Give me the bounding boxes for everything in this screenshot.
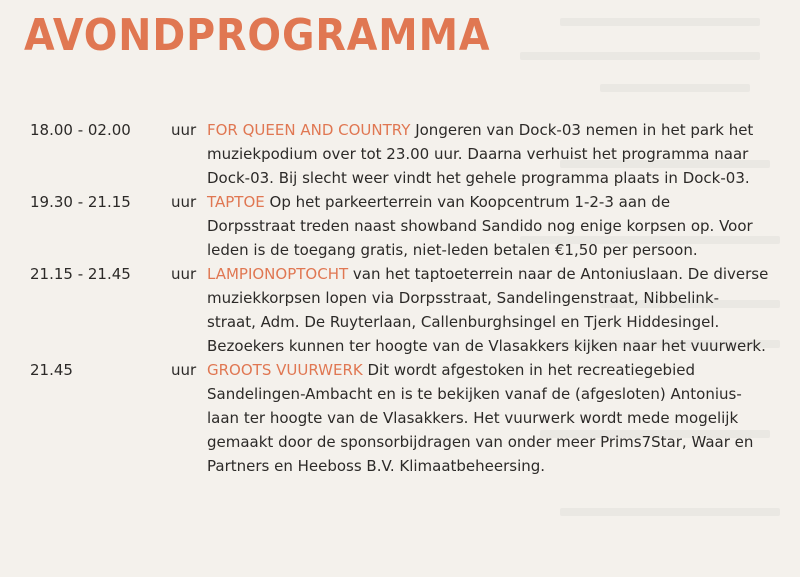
time-unit: uur <box>171 121 197 139</box>
program-entry <box>0 262 800 358</box>
description-text: Jongeren van Dock-03 nemen in het park het <box>410 121 754 139</box>
description-line: Sandelingen-Ambacht en is te bekijken vanaf de (afgesloten) Antonius- <box>207 385 742 403</box>
description-text: Dit wordt afgestoken in het recreatiegebied <box>362 361 695 379</box>
description-line: gemaakt door de sponsorbijdragen van onder meer Prims7Star, Waar en <box>207 433 754 451</box>
entry-heading: LAMPIONOPTOCHT <box>207 265 349 283</box>
program-entry <box>0 190 800 262</box>
entry-description <box>207 262 782 358</box>
description-line <box>207 118 782 142</box>
time-unit: uur <box>171 361 197 379</box>
description-line: Partners en Heeboss B.V. Klimaatbeheersing. <box>207 457 546 475</box>
entry-time <box>30 190 197 214</box>
entry-time <box>30 118 197 142</box>
entry-description <box>207 358 782 478</box>
description-line <box>207 262 782 286</box>
description-text: van het taptoeterrein naar de Antoniuslaan. De diverse <box>348 265 769 283</box>
program-list <box>0 118 800 478</box>
time-range: 19.30 - 21.15 <box>30 193 131 211</box>
entry-time <box>30 262 197 286</box>
description-line: leden is de toegang gratis, niet-leden betalen €1,50 per persoon. <box>207 241 698 259</box>
entry-heading: FOR QUEEN AND COUNTRY <box>207 121 411 139</box>
description-text: Op het parkeerterrein van Koopcentrum 1-2-3 aan de <box>264 193 671 211</box>
time-unit: uur <box>171 193 197 211</box>
description-line: Bezoekers kunnen ter hoogte van de Vlasakkers kijken naar het vuurwerk. <box>207 337 766 355</box>
description-line: Dock-03. Bij slecht weer vindt het gehele programma plaats in Dock-03. <box>207 169 750 187</box>
time-range: 21.15 - 21.45 <box>30 265 131 283</box>
program-entry <box>0 358 800 478</box>
time-range: 18.00 - 02.00 <box>30 121 131 139</box>
program-entry <box>0 118 800 190</box>
entry-heading: GROOTS VUURWERK <box>207 361 363 379</box>
time-range: 21.45 <box>30 361 73 379</box>
description-line: laan ter hoogte van de Vlasakkers. Het vuurwerk wordt mede mogelijk <box>207 409 739 427</box>
entry-description <box>207 190 782 262</box>
description-line: Dorpsstraat treden naast showband Sandido nog enige korpsen op. Voor <box>207 217 753 235</box>
entry-heading: TAPTOE <box>207 193 265 211</box>
description-line: muziekkorpsen lopen via Dorpsstraat, Sandelingenstraat, Nibbelink- <box>207 289 720 307</box>
description-line <box>207 190 782 214</box>
description-line <box>207 358 782 382</box>
time-unit: uur <box>171 265 197 283</box>
description-line: muziekpodium over tot 23.00 uur. Daarna verhuist het programma naar <box>207 145 749 163</box>
entry-description <box>207 118 782 190</box>
entry-time <box>30 358 197 382</box>
page-title: AVONDPROGRAMMA <box>24 10 491 61</box>
description-line: straat, Adm. De Ruyterlaan, Callenburghsingel en Tjerk Hiddesingel. <box>207 313 720 331</box>
